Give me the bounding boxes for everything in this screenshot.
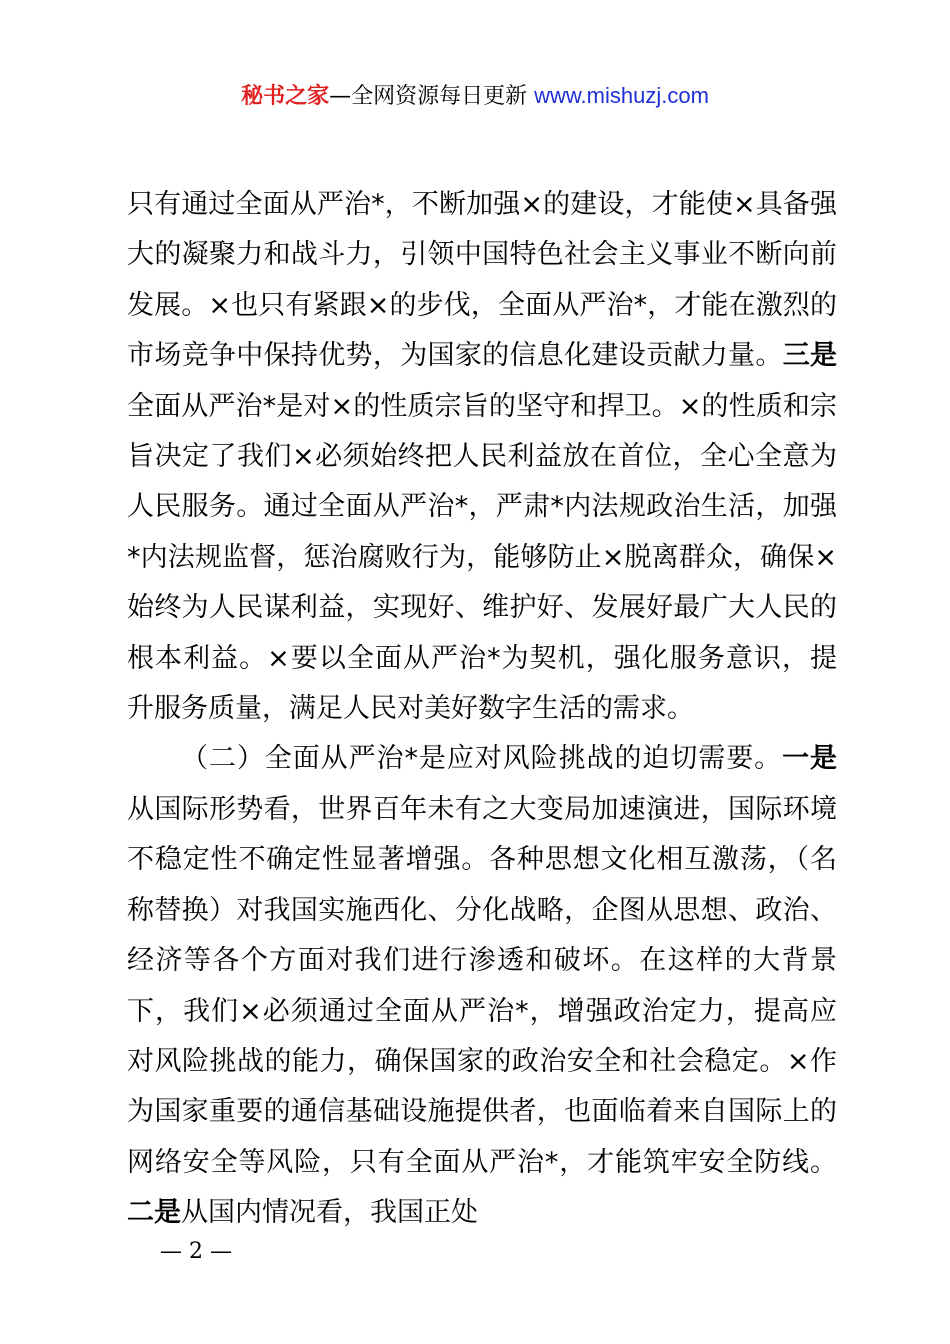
paragraph-1-text-a: 只有通过全面从严治*，不断加强×的建设，才能使×具备强大的凝聚力和战斗力，引领中国特色社会主义事业不断向前发展。×也只有紧跟×的步伐，全面从严治*，才能在激烈的市场竞争中保持优势，为国家的信息化建设贡献力量。 (127, 189, 837, 372)
paragraph-1 (127, 180, 837, 734)
brand-name: 秘书之家 (241, 84, 330, 109)
paragraph-2 (127, 734, 837, 1238)
paragraph-1-bold-marker: 三是 (782, 340, 838, 372)
paragraph-2-text-b: 从国际形势看，世界百年未有之大变局加速演进，国际环境不稳定性不确定性显著增强。各种思想文化相互激荡，（名称替换）对我国实施西化、分化战略，企图从思想、政治、经济等各个方面对我们进行渗透和破坏。在这样的大背景下，我们×必须通过全面从严治*，增强政治定力，提高应对风险挑战的能力，确保国家的政治安全和社会稳定。×作为国家重要的通信基础设施提供者，也面临着来自国际上的网络安全等风险，只有全面从严治*，才能筑牢安全防线。 (127, 793, 837, 1178)
paragraph-2-bold-marker-1: 一是 (782, 743, 838, 775)
header-tagline: —全网资源每日更新 (329, 84, 535, 109)
paragraph-2-text-a: （二）全面从严治*是应对风险挑战的迫切需要。 (181, 743, 783, 775)
paragraph-2-bold-marker-2: 二是 (127, 1197, 181, 1229)
page-number: — 2 — (160, 1239, 232, 1264)
site-header (0, 78, 950, 115)
paragraph-2-text-c: 从国内情况看，我国正处 (181, 1197, 478, 1229)
site-url-link[interactable]: www.mishuzj.com (534, 83, 709, 108)
paragraph-1-text-b: 全面从严治*是对×的性质宗旨的坚守和捍卫。×的性质和宗旨决定了我们×必须始终把人民利益放在首位，全心全意为人民服务。通过全面从严治*，严肃*内法规政治生活，加强*内法规监督，惩治腐败行为，能够防止×脱离群众，确保×始终为人民谋利益，实现好、维护好、发展好最广大人民的根本利益。×要以全面从严治*为契机，强化服务意识，提升服务质量，满足人民对美好数字生活的需求。 (127, 390, 837, 725)
document-body (127, 180, 837, 1239)
